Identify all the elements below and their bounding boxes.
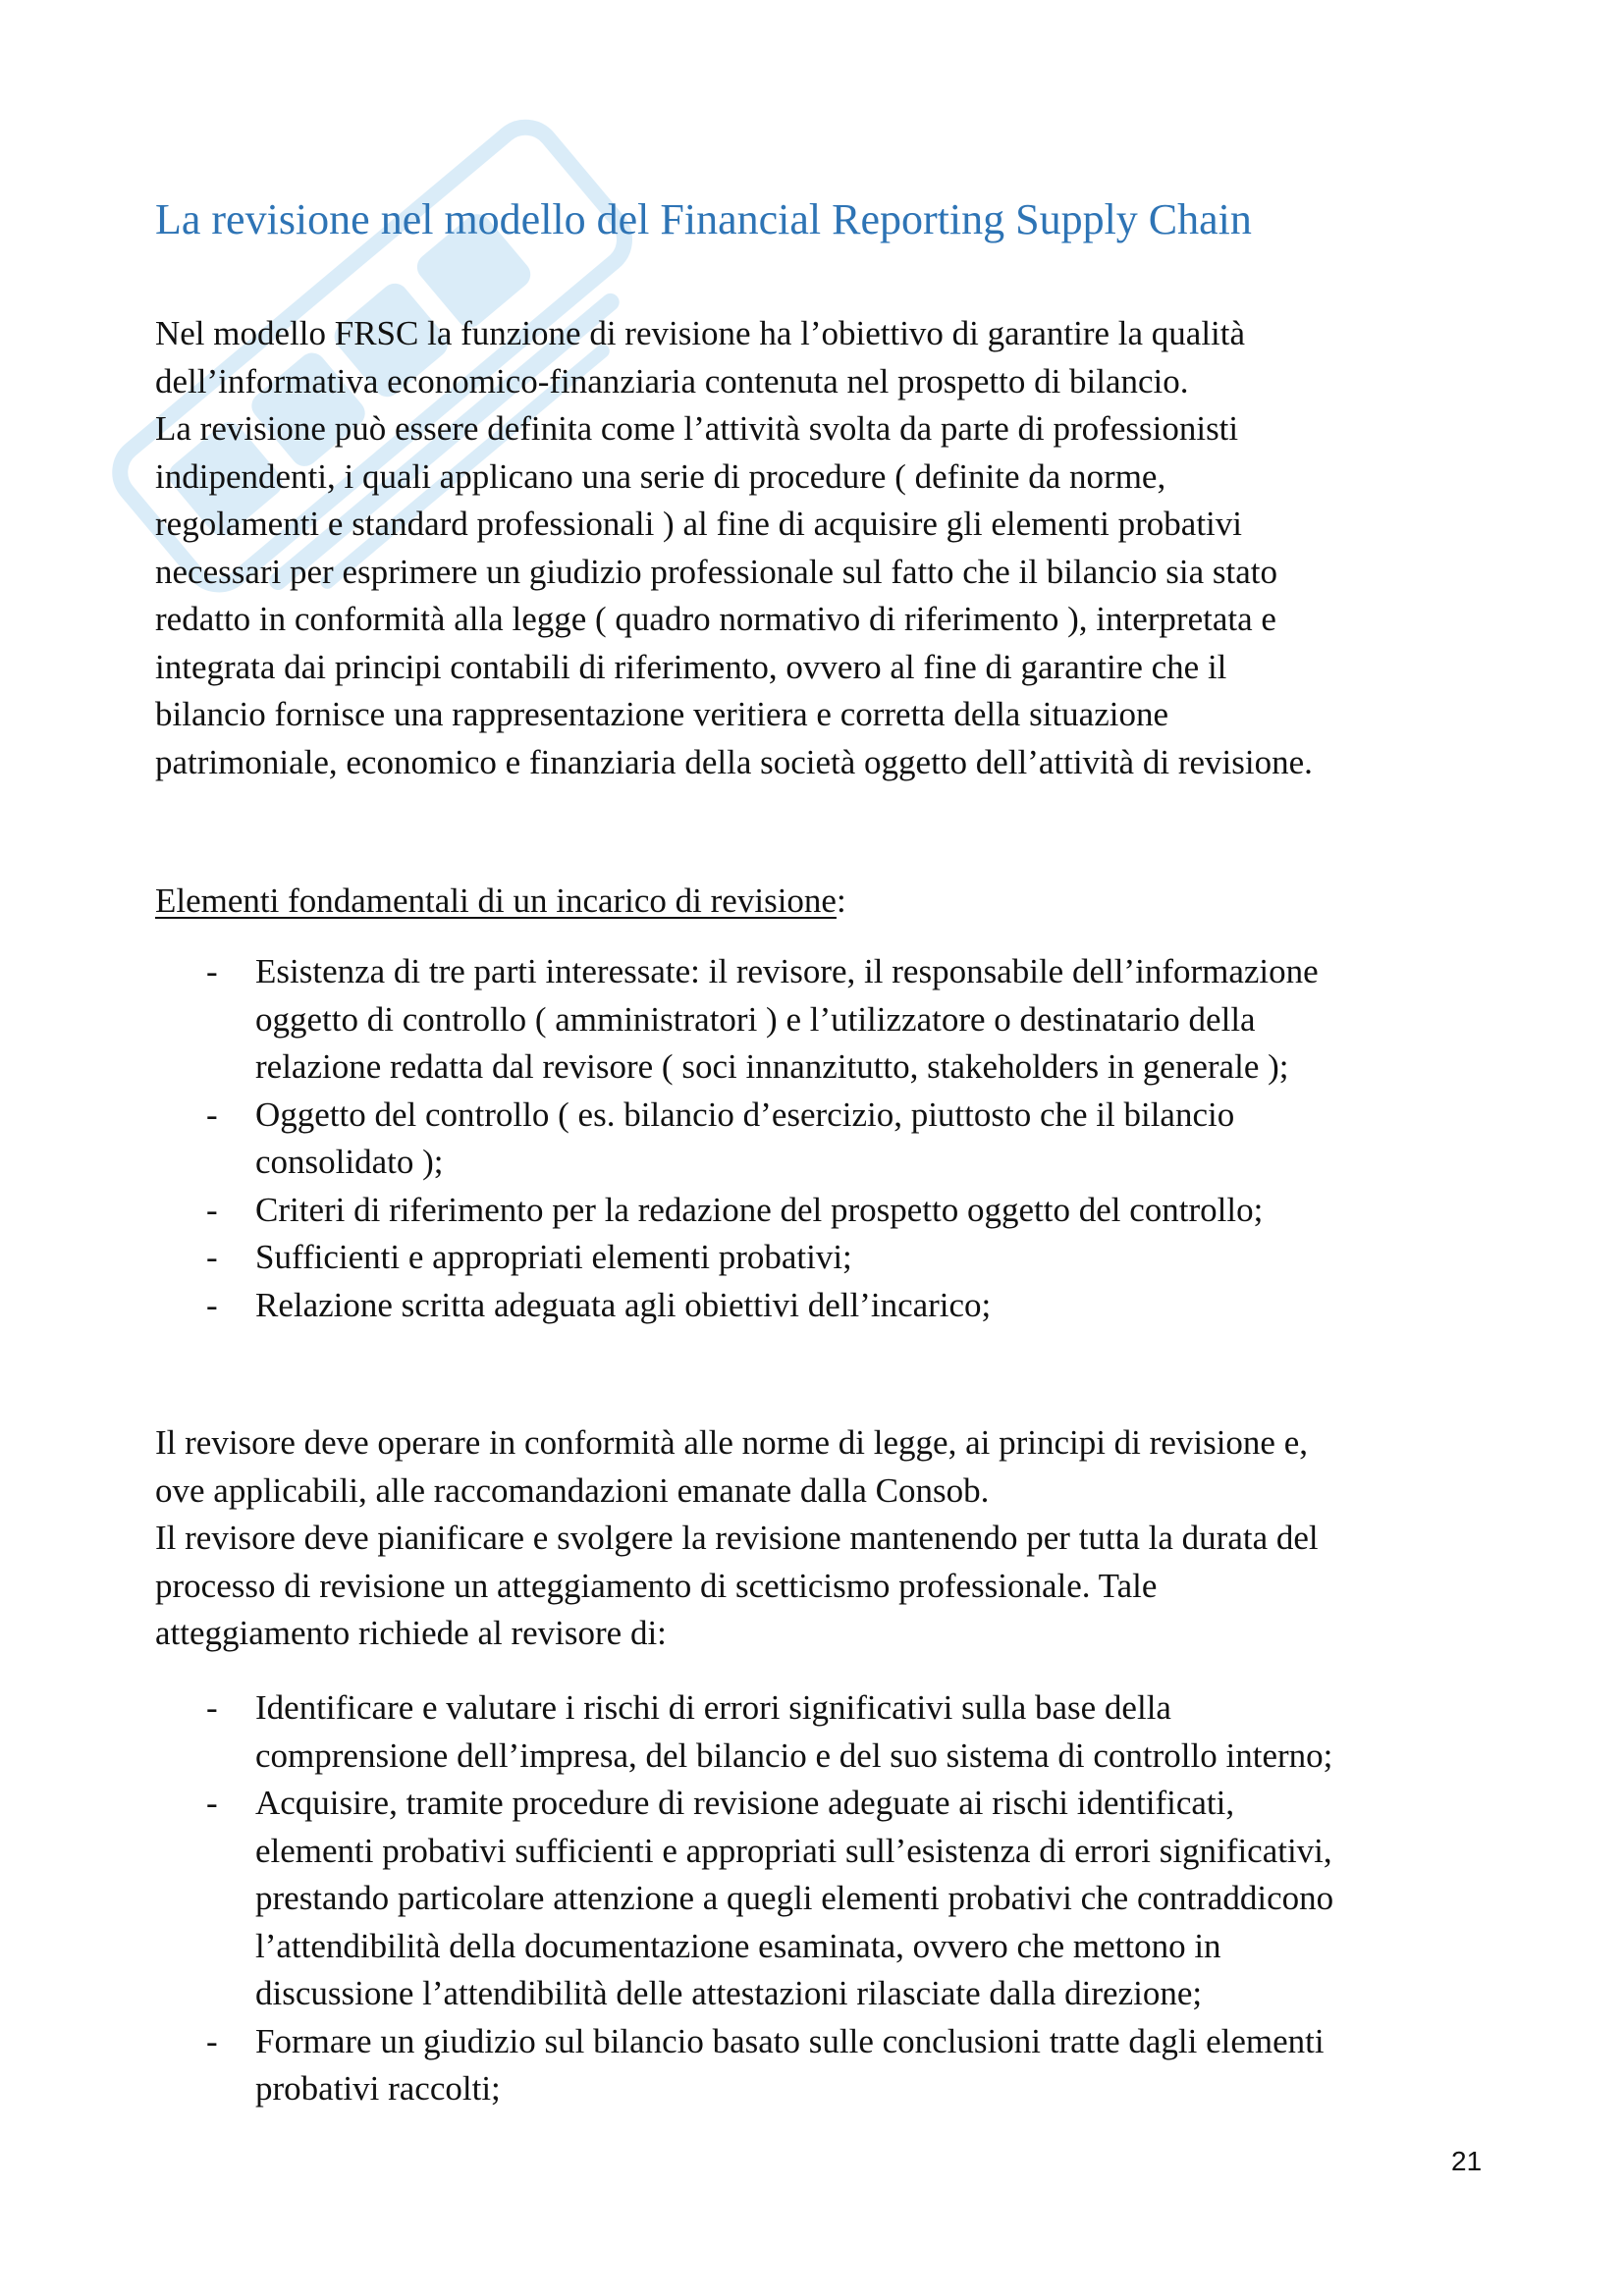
intro-line: necessari per esprimere un giudizio professionale sul fatto che il bilancio sia stato — [155, 552, 1277, 591]
section-heading-colon: : — [836, 881, 846, 920]
list-item-line: oggetto di controllo ( amministratori ) e l’utilizzatore o destinatario della — [255, 999, 1256, 1039]
intro-line: bilancio fornisce una rappresentazione veritiera e corretta della situazione — [155, 695, 1168, 733]
list-item-line: comprensione dell’impresa, del bilancio e del suo sistema di controllo interno; — [255, 1735, 1333, 1775]
section-heading-text: Elementi fondamentali di un incarico di revisione — [155, 881, 837, 920]
dash-bullet: - — [206, 1190, 218, 1229]
intro-line: dell’informativa economico-finanziaria contenuta nel prospetto di bilancio. — [155, 361, 1189, 400]
requirements-list — [155, 1684, 1490, 2113]
list-item — [155, 1187, 1490, 1235]
intro-line: La revisione può essere definita come l’attività svolta da parte di professionisti — [155, 409, 1239, 448]
list-item-line: Sufficienti e appropriati elementi probativi; — [255, 1238, 852, 1276]
dash-bullet: - — [206, 2021, 218, 2060]
intro-paragraph — [155, 310, 1490, 786]
list-item-line: l’attendibilità della documentazione esaminata, ovvero che mettono in — [255, 1926, 1221, 1965]
list-item-line: prestando particolare attenzione a quegli elementi probativi che contraddicono — [255, 1879, 1334, 1917]
paragraph-line: processo di revisione un atteggiamento di scetticismo professionale. Tale — [155, 1566, 1158, 1605]
list-item-line: relazione redatta dal revisore ( soci innanzitutto, stakeholders in generale ); — [255, 1047, 1289, 1086]
list-item — [155, 1092, 1490, 1187]
paragraph-line: ove applicabili, alle raccomandazioni emanate dalla Consob. — [155, 1470, 990, 1510]
page-title: La revisione nel modello del Financial Reporting Supply Chain — [155, 195, 1252, 243]
dash-bullet: - — [206, 1238, 218, 1276]
list-item — [155, 1684, 1490, 1780]
page-number: 21 — [1451, 2146, 1483, 2176]
list-item — [155, 1780, 1490, 2018]
intro-line: Nel modello FRSC la funzione di revisione ha l’obiettivo di garantire la qualità — [155, 314, 1246, 352]
intro-line: integrata dai principi contabili di riferimento, ovvero al fine di garantire che il — [155, 647, 1227, 686]
list-item-line: Acquisire, tramite procedure di revisione adeguate ai rischi identificati, — [255, 1784, 1235, 1822]
paragraph-line: Il revisore deve pianificare e svolgere la revisione mantenendo per tutta la durata del — [155, 1519, 1319, 1557]
list-item-line: elementi probativi sufficienti e appropriati sull’esistenza di errori significativi, — [255, 1831, 1332, 1870]
list-item — [155, 1282, 1490, 1330]
dash-bullet: - — [206, 952, 218, 990]
list-item-line: consolidato ); — [255, 1143, 444, 1181]
list-item-line: Relazione scritta adeguata agli obiettivi dell’incarico; — [255, 1285, 992, 1324]
list-item-line: discussione l’attendibilità delle attestazioni rilasciate dalla direzione; — [255, 1974, 1203, 2012]
list-item — [155, 2018, 1490, 2113]
dash-bullet: - — [206, 1285, 218, 1324]
list-item-line: Identificare e valutare i rischi di errori significativi sulla base della — [255, 1688, 1171, 1727]
list-item-line: Formare un giudizio sul bilancio basato sulle conclusioni tratte dagli elementi — [255, 2021, 1325, 2060]
paragraph-line: Il revisore deve operare in conformità alle norme di legge, ai principi di revisione e, — [155, 1423, 1308, 1462]
revisore-paragraph — [155, 1419, 1490, 1658]
paragraph-line: atteggiamento richiede al revisore di: — [155, 1614, 667, 1652]
dash-bullet: - — [206, 1688, 218, 1727]
intro-line: regolamenti e standard professionali ) al fine di acquisire gli elementi probativi — [155, 505, 1242, 543]
intro-line: indipendenti, i quali applicano una serie di procedure ( definite da norme, — [155, 456, 1166, 496]
intro-line: patrimoniale, economico e finanziaria della società oggetto dell’attività di revisione. — [155, 742, 1313, 781]
list-item — [155, 1234, 1490, 1282]
list-item-line: Criteri di riferimento per la redazione del prospetto oggetto del controllo; — [255, 1190, 1264, 1229]
list-item-line: Esistenza di tre parti interessate: il revisore, il responsabile dell’informazione — [255, 952, 1319, 990]
list-item-line: Oggetto del controllo ( es. bilancio d’esercizio, piuttosto che il bilancio — [255, 1095, 1235, 1134]
intro-line: redatto in conformità alla legge ( quadro normativo di riferimento ), interpretata e — [155, 600, 1276, 638]
elements-list — [155, 948, 1490, 1329]
list-item — [155, 948, 1490, 1092]
list-item-line: probativi raccolti; — [255, 2069, 501, 2108]
section-heading — [155, 878, 1490, 926]
dash-bullet: - — [206, 1095, 218, 1134]
dash-bullet: - — [206, 1784, 218, 1822]
